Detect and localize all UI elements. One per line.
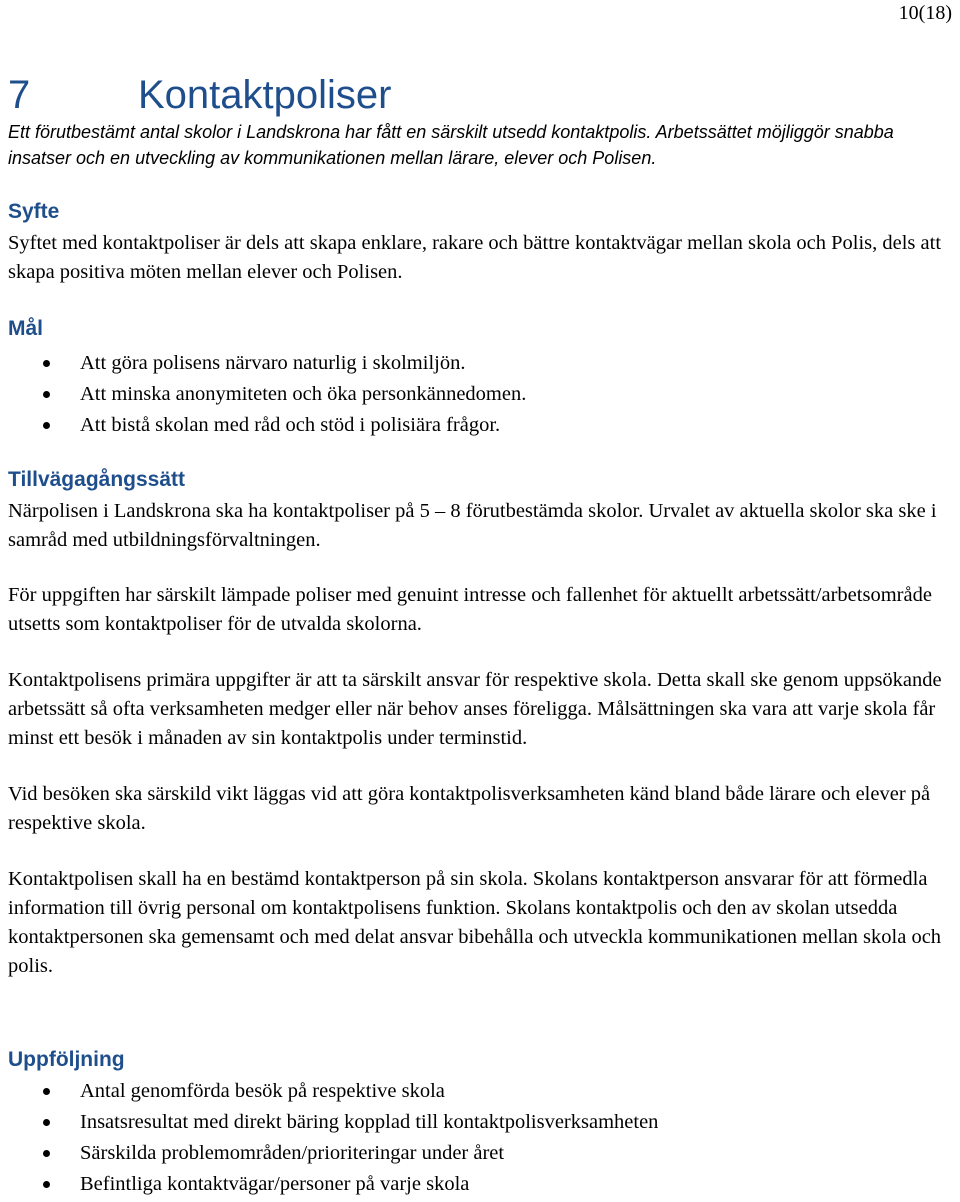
list-item: Att bistå skolan med råd och stöd i polisiära frågor.	[8, 410, 958, 441]
section-heading-uppfoljning: Uppföljning	[8, 1048, 125, 1071]
section-heading-tillvagagangssatt: Tillvägagångssätt	[8, 468, 186, 491]
syfte-text: Syftet med kontaktpoliser är dels att skapa enklare, rakare och bättre kontaktvägar mellan skola och Polis, dels att skapa positiva möten mellan elever och Polisen.	[8, 232, 942, 283]
section-mal	[8, 315, 958, 441]
section-tillvagagangssatt	[8, 466, 958, 981]
section-uppfoljning	[8, 1046, 958, 1200]
uppfoljning-list	[8, 1076, 958, 1200]
list-item: Att minska anonymiteten och öka personkännedomen.	[8, 379, 958, 410]
list-item: Befintliga kontaktvägar/personer på varje skola	[8, 1169, 958, 1200]
chapter-title: Kontaktpoliser	[138, 73, 392, 117]
chapter-number: 7	[8, 73, 31, 117]
paragraph: För uppgiften har särskilt lämpade poliser med genuint intresse och fallenhet för aktuellt arbetssätt/arbetsområde utsetts som kontaktpoliser för de utvalda skolorna.	[8, 584, 932, 635]
paragraph: Närpolisen i Landskrona ska ha kontaktpoliser på 5 – 8 förutbestämda skolor. Urvalet av aktuella skolor ska ske i samråd med utbildningsförvaltningen.	[8, 500, 937, 551]
chapter-intro: Ett förutbestämt antal skolor i Landskrona har fått en särskilt utsedd kontaktpolis. Arbetssättet möjliggör snabba insatser och en utveckling av kommunikationen mellan lärare, elever och Polisen.	[8, 122, 894, 168]
chapter-heading	[8, 70, 391, 120]
list-item: Insatsresultat med direkt bäring kopplad till kontaktpolisverksamheten	[8, 1107, 958, 1138]
list-item: Att göra polisens närvaro naturlig i skolmiljön.	[8, 348, 958, 379]
section-syfte	[8, 198, 958, 287]
paragraph: Kontaktpolisen skall ha en bestämd kontaktperson på sin skola. Skolans kontaktperson ansvarar för att förmedla information till övrig personal om kontaktpolisens funktion. Skolans kontaktpolis och den av skolan utsedda kontaktpersonen ska gemensamt och med delat ansvar bibehålla och utveckla kommunikationen mellan skola och polis.	[8, 868, 942, 977]
paragraph: Kontaktpolisens primära uppgifter är att ta särskilt ansvar för respektive skola. Detta skall ske genom uppsökande arbetssätt så ofta verksamheten medger eller när behov anses föreligga. Målsättningen ska vara att varje skola får minst ett besök i månaden av sin kontaktpolis under terminstid.	[8, 669, 942, 749]
section-heading-mal: Mål	[8, 317, 44, 340]
list-item: Antal genomförda besök på respektive skola	[8, 1076, 958, 1107]
page-number: 10(18)	[898, 2, 952, 24]
paragraph: Vid besöken ska särskild vikt läggas vid att göra kontaktpolisverksamheten känd bland både lärare och elever på respektive skola.	[8, 783, 931, 834]
list-item: Särskilda problemområden/prioriteringar under året	[8, 1138, 958, 1169]
section-heading-syfte: Syfte	[8, 200, 60, 223]
mal-list	[8, 348, 958, 441]
